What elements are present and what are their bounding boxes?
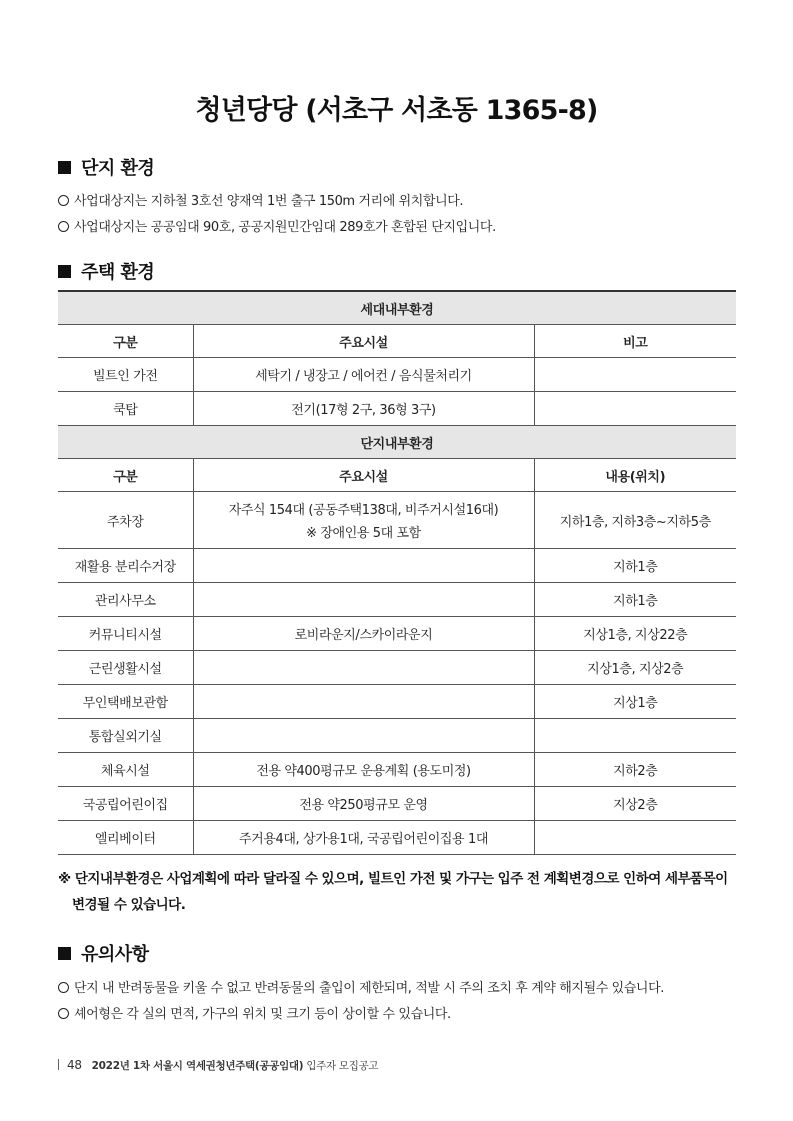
table-cell: 로비라운지/스카이라운지 [193,617,534,651]
table-header-cell: 구분 [58,325,193,358]
table-cell: 쿡탑 [58,392,193,426]
table-row [58,392,736,426]
square-bullet-icon [58,265,71,278]
table-cell: 지상1층 [534,685,736,719]
table-cell: 지상2층 [534,787,736,821]
table-header-cell: 비고 [534,325,736,358]
table-header-cell: 주요시설 [193,325,534,358]
table-cell: 전용 약250평규모 운영 [193,787,534,821]
page-footer [58,1058,378,1073]
table-cell [193,492,534,549]
table-header-cell: 구분 [58,459,193,492]
table-cell: 지하1층 [534,549,736,583]
table-cell: 주차장 [58,492,193,549]
table-row [58,617,736,651]
table-cell: 재활용 분리수거장 [58,549,193,583]
unit-env-band: 세대내부환경 [58,291,736,325]
circle-bullet-icon [58,982,69,993]
table-row [58,787,736,821]
table-cell [534,392,736,426]
table-row [58,358,736,392]
table-row [58,685,736,719]
notes-para-1: 단지 내 반려동물을 키울 수 없고 반려동물의 출입이 제한되며, 적발 시 주의 조치 후 계약 해지될수 있습니다. [58,977,664,996]
circle-bullet-icon [58,221,69,232]
table-cell: 지하2층 [534,753,736,787]
table-row [58,583,736,617]
table-cell: 지하1층, 지하3층~지하5층 [534,492,736,549]
complex-env-band: 단지내부환경 [58,426,736,459]
table-header-cell: 주요시설 [193,459,534,492]
table-cell: 체육시설 [58,753,193,787]
table-cell [193,651,534,685]
section-heading-notes: 유의사항 [58,940,149,966]
table-cell: 관리사무소 [58,583,193,617]
parking-detail: 자주식 154대 (공동주택138대, 비주거시설16대) [228,503,499,518]
table-cell [534,719,736,753]
section-heading-complex-env: 단지 환경 [58,154,154,180]
table-row-parking [58,492,736,549]
parking-note: ※ 장애인용 5대 포함 [306,526,421,541]
footer-doc-title: 2022년 1차 서울시 역세권청년주택(공공임대) [91,1060,304,1072]
table-cell [534,358,736,392]
table-cell: 국공립어린이집 [58,787,193,821]
table-cell [193,583,534,617]
footnote-line-2: 변경될 수 있습니다. [72,897,186,913]
table-header-cell: 내용(위치) [534,459,736,492]
footnote-line-1: ※ 단지내부환경은 사업계획에 따라 달라질 수 있으며, 빌트인 가전 및 가구는 입주 전 계획변경으로 인하여 세부품목이 [58,871,728,887]
table-row [58,753,736,787]
square-bullet-icon [58,161,71,174]
table-cell [193,685,534,719]
table-cell [193,719,534,753]
table-cell: 엘리베이터 [58,821,193,855]
table-cell: 지하1층 [534,583,736,617]
table-cell: 지상1층, 지상2층 [534,651,736,685]
notes-para-2: 셰어형은 각 실의 면적, 가구의 위치 및 크기 등이 상이할 수 있습니다. [58,1003,451,1022]
table-cell: 전기(17형 2구, 36형 3구) [193,392,534,426]
page-title: 청년당당 (서초구 서초동 1365-8) [195,95,598,126]
table-cell: 빌트인 가전 [58,358,193,392]
circle-bullet-icon [58,195,69,206]
table-row [58,821,736,855]
table-cell: 전용 약400평규모 운용계획 (용도미정) [193,753,534,787]
table-row [58,651,736,685]
table-cell: 통합실외기실 [58,719,193,753]
table-cell: 세탁기 / 냉장고 / 에어컨 / 음식물처리기 [193,358,534,392]
section-heading-housing-env: 주택 환경 [58,258,154,284]
table-cell: 주거용4대, 상가용1대, 국공립어린이집용 1대 [193,821,534,855]
table-row [58,549,736,583]
table-row [58,719,736,753]
square-bullet-icon [58,947,71,960]
table-cell: 커뮤니티시설 [58,617,193,651]
table-footnote [58,866,748,918]
footer-doc-suffix: 입주자 모집공고 [306,1060,379,1072]
complex-env-para-1: 사업대상지는 지하철 3호선 양재역 1번 출구 150m 거리에 위치합니다. [58,190,463,209]
footer-divider [58,1059,59,1070]
table-cell: 근린생활시설 [58,651,193,685]
table-cell: 무인택배보관함 [58,685,193,719]
complex-env-para-2: 사업대상지는 공공임대 90호, 공공지원민간임대 289호가 혼합된 단지입니다. [58,216,496,235]
circle-bullet-icon [58,1008,69,1019]
page-number: 48 [67,1058,82,1072]
table-cell [534,821,736,855]
table-cell: 지상1층, 지상22층 [534,617,736,651]
table-cell [193,549,534,583]
housing-env-table [58,290,736,855]
